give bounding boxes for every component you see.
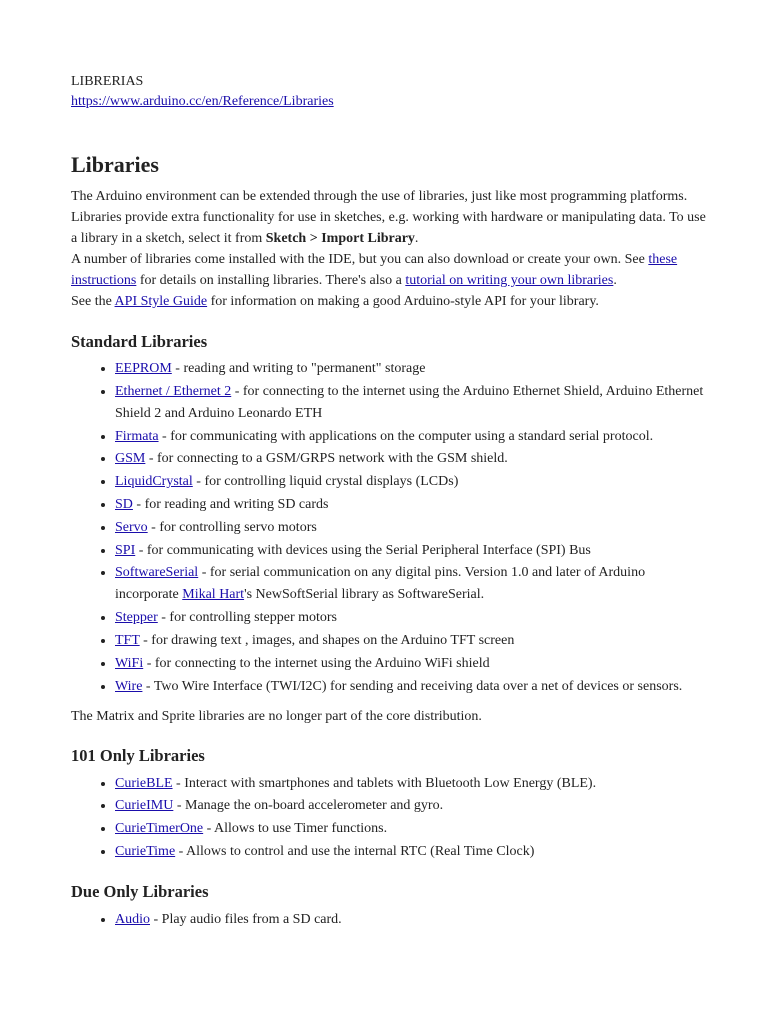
library-link[interactable]: SPI	[115, 542, 136, 558]
library-description: - Allows to control and use the internal RTC (Real Time Clock)	[175, 843, 535, 859]
source-url-link[interactable]: https://www.arduino.cc/en/Reference/Libraries	[71, 94, 334, 109]
library-link[interactable]: Wire	[115, 678, 143, 694]
library-link[interactable]: CurieTime	[115, 843, 176, 859]
list-item	[115, 517, 711, 539]
list-item	[115, 841, 711, 863]
library-description: - reading and writing to "permanent" storage	[171, 361, 426, 376]
library-description: - for controlling liquid crystal displays (LCDs)	[192, 474, 459, 490]
library-description: - for communicating with applications on the computer using a standard serial protocol.	[158, 428, 654, 444]
library-link[interactable]: CurieTimerOne	[115, 821, 204, 837]
due-only-libraries-heading: Due Only Libraries	[71, 881, 209, 901]
api-style-guide-link[interactable]: API Style Guide	[114, 294, 208, 309]
library-description: - Play audio files from a SD card.	[150, 911, 342, 927]
list-item	[115, 630, 711, 652]
matrix-sprite-note: The Matrix and Sprite libraries are no longer part of the core distribution.	[71, 708, 482, 724]
library-description: - for connecting to the internet using the Arduino WiFi shield	[143, 655, 490, 671]
list-item	[115, 358, 711, 380]
intro-text: for information on making a good Arduino-style API for your library.	[207, 294, 599, 309]
list-item	[115, 795, 711, 817]
menu-import-library: Import Library	[321, 231, 415, 246]
list-item	[115, 818, 711, 840]
library-description: - Allows to use Timer functions.	[203, 821, 388, 837]
library-link[interactable]: SoftwareSerial	[115, 565, 199, 581]
library-description: - for communicating with devices using the Serial Peripheral Interface (SPI) Bus	[135, 542, 591, 558]
list-item	[115, 607, 711, 629]
library-description: 's NewSoftSerial library as SoftwareSerial.	[244, 587, 485, 603]
standard-libraries-list	[71, 358, 711, 698]
library-link[interactable]: Stepper	[115, 610, 158, 626]
library-link[interactable]: Ethernet / Ethernet 2	[115, 383, 232, 399]
library-description: - for controlling servo motors	[147, 519, 317, 535]
library-link[interactable]: SD	[115, 496, 133, 512]
menu-sketch: Sketch	[265, 231, 307, 246]
list-item	[115, 653, 711, 675]
library-description: - Interact with smartphones and tablets with Bluetooth Low Energy (BLE).	[172, 775, 597, 791]
library-link[interactable]: LiquidCrystal	[115, 474, 193, 490]
library-description: - for serial communication on any digital pins. Version 1.0 and later of Arduino incorporate	[115, 565, 646, 603]
list-item	[115, 448, 711, 470]
only-101-libraries-heading: 101 Only Libraries	[71, 745, 205, 765]
library-description: - for drawing text , images, and shapes on the Arduino TFT screen	[139, 632, 515, 648]
page-title: Libraries	[71, 152, 159, 177]
library-description: - Manage the on-board accelerometer and gyro.	[173, 798, 444, 814]
library-description: - for connecting to a GSM/GRPS network with the GSM shield.	[145, 451, 508, 467]
only-101-libraries-list	[71, 773, 711, 863]
standard-libraries-heading: Standard Libraries	[71, 332, 208, 351]
list-item	[115, 494, 711, 516]
intro-text: for details on installing libraries. There's also a	[136, 273, 406, 288]
these-instructions-link[interactable]: these instructions	[71, 252, 678, 288]
library-link[interactable]: TFT	[115, 632, 140, 648]
author-link[interactable]: Mikal Hart	[182, 587, 245, 603]
library-link[interactable]: CurieIMU	[115, 798, 174, 814]
document-content	[71, 72, 711, 932]
library-link[interactable]: GSM	[115, 451, 146, 467]
intro-text: The Arduino environment can be extended through the use of libraries, just like most programming platforms. Libraries provide extra functionality for use in sketches, e.g. working with hardware or manipulating data. To use a library in a sketch, select it from	[71, 189, 706, 246]
library-link[interactable]: Audio	[115, 911, 150, 927]
library-link[interactable]: Firmata	[115, 428, 159, 444]
due-only-libraries-list	[71, 909, 711, 931]
intro-text: .	[613, 273, 617, 288]
tutorial-link[interactable]: tutorial on writing your own libraries	[405, 273, 614, 288]
library-link[interactable]: CurieBLE	[115, 775, 173, 791]
list-item	[115, 676, 711, 698]
document-label: LIBRERIAS	[71, 74, 144, 89]
library-link[interactable]: EEPROM	[115, 361, 172, 376]
library-description: - for connecting to the internet using the Arduino Ethernet Shield, Arduino Ethernet Shield 2 and Arduino Leonardo ETH	[115, 383, 704, 421]
list-item	[115, 562, 711, 606]
library-description: - for controlling stepper motors	[157, 610, 338, 626]
intro-paragraph-1	[71, 186, 711, 249]
list-item	[115, 909, 711, 931]
intro-text: A number of libraries come installed with the IDE, but you can also download or create your own. See	[71, 252, 649, 267]
intro-text: See the	[71, 294, 115, 309]
list-item	[115, 773, 711, 795]
intro-paragraph-2	[71, 249, 711, 312]
list-item	[115, 471, 711, 493]
library-link[interactable]: WiFi	[115, 655, 144, 671]
list-item	[115, 540, 711, 562]
library-link[interactable]: Servo	[115, 519, 148, 535]
library-description: - Two Wire Interface (TWI/I2C) for sending and receiving data over a net of devices or sensors.	[142, 678, 683, 694]
library-description: - for reading and writing SD cards	[132, 496, 329, 512]
intro-text-end: .	[414, 231, 419, 246]
list-item	[115, 381, 711, 425]
menu-separator: >	[306, 231, 322, 246]
list-item	[115, 426, 711, 448]
